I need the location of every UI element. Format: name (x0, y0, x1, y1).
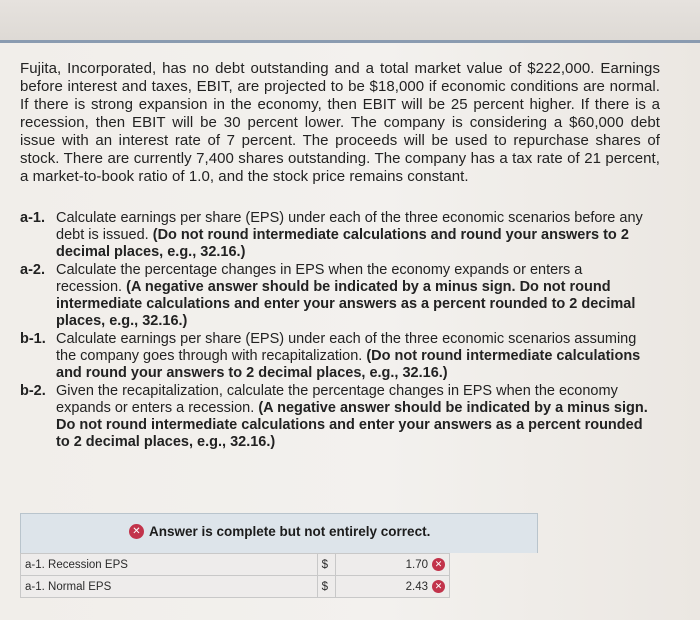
part-label: b-2. (20, 383, 46, 399)
part-note: (A negative answer should be indicated by a minus sign. Do not round intermediate calculations and enter your answers as a percent rounded to 2 decimal places, e.g., 32.16.) (56, 400, 648, 450)
table-row (21, 576, 450, 598)
part-label: a-2. (20, 262, 45, 278)
answer-table (20, 553, 450, 598)
part-instruction: Given the recapitalization, calculate the percentage changes in EPS when the economy expands or enters a recession. (56, 383, 618, 416)
incorrect-icon: ✕ (129, 524, 144, 539)
answer-value: 1.70 (405, 558, 428, 571)
part-label: a-1. (20, 210, 45, 226)
answer-input[interactable] (336, 554, 450, 576)
answer-value-wrap (406, 558, 445, 571)
part-note: (A negative answer should be indicated by a minus sign. Do not round intermediate calculations and enter your answers as a percent rounded to 2 decimal places, e.g., 32.16.) (56, 279, 636, 329)
part-instruction: Calculate earnings per share (EPS) under each of the three economic scenarios before any debt is issued. (56, 210, 643, 243)
part-text (56, 262, 650, 330)
row-label: a-1. Recession EPS (21, 554, 318, 576)
part-b1 (20, 331, 650, 382)
part-text (56, 331, 650, 382)
part-a1 (20, 210, 650, 261)
part-text (56, 383, 650, 451)
currency-symbol: $ (317, 554, 336, 576)
part-a2 (20, 262, 650, 330)
part-instruction: Calculate earnings per share (EPS) under each of the three economic scenarios assuming the company goes through with recapitalization. (56, 331, 637, 364)
answer-input[interactable] (336, 576, 450, 598)
answer-status-text: Answer is complete but not entirely correct. (149, 524, 431, 539)
answer-status (129, 524, 430, 539)
question-parts (20, 210, 650, 452)
part-note: (Do not round intermediate calculations and round your answers to 2 decimal places, e.g., 32.16.) (56, 348, 641, 381)
part-text (56, 210, 650, 261)
incorrect-icon: ✕ (432, 580, 445, 593)
top-band (0, 0, 700, 40)
part-label: b-1. (20, 331, 46, 347)
answer-value: 2.43 (405, 580, 428, 593)
part-instruction: Calculate the percentage changes in EPS when the economy expands or enters a recession. (56, 262, 583, 295)
part-note: (Do not round intermediate calculations and round your answers to 2 decimal places, e.g., 32.16.) (56, 227, 629, 260)
answer-status-box (20, 513, 538, 553)
answer-value-wrap (406, 580, 445, 593)
currency-symbol: $ (317, 576, 336, 598)
table-row (21, 554, 450, 576)
incorrect-icon: ✕ (432, 558, 445, 571)
part-b2 (20, 383, 650, 451)
row-label: a-1. Normal EPS (21, 576, 318, 598)
problem-statement: Fujita, Incorporated, has no debt outstanding and a total market value of $222,000. Earnings before interest and taxes, EBIT, are projected to be $18,000 if economic conditions are normal. If there is strong expansion in the economy, then EBIT will be 25 percent higher. If there is a recession, then EBIT will be 30 percent lower. The company is considering a $60,000 debt issue with an interest rate of 7 percent. The proceeds will be used to repurchase shares of stock. There are currently 7,400 shares outstanding. The company has a tax rate of 21 percent, a market-to-book ratio of 1.0, and the stock price remains constant. (20, 60, 660, 185)
